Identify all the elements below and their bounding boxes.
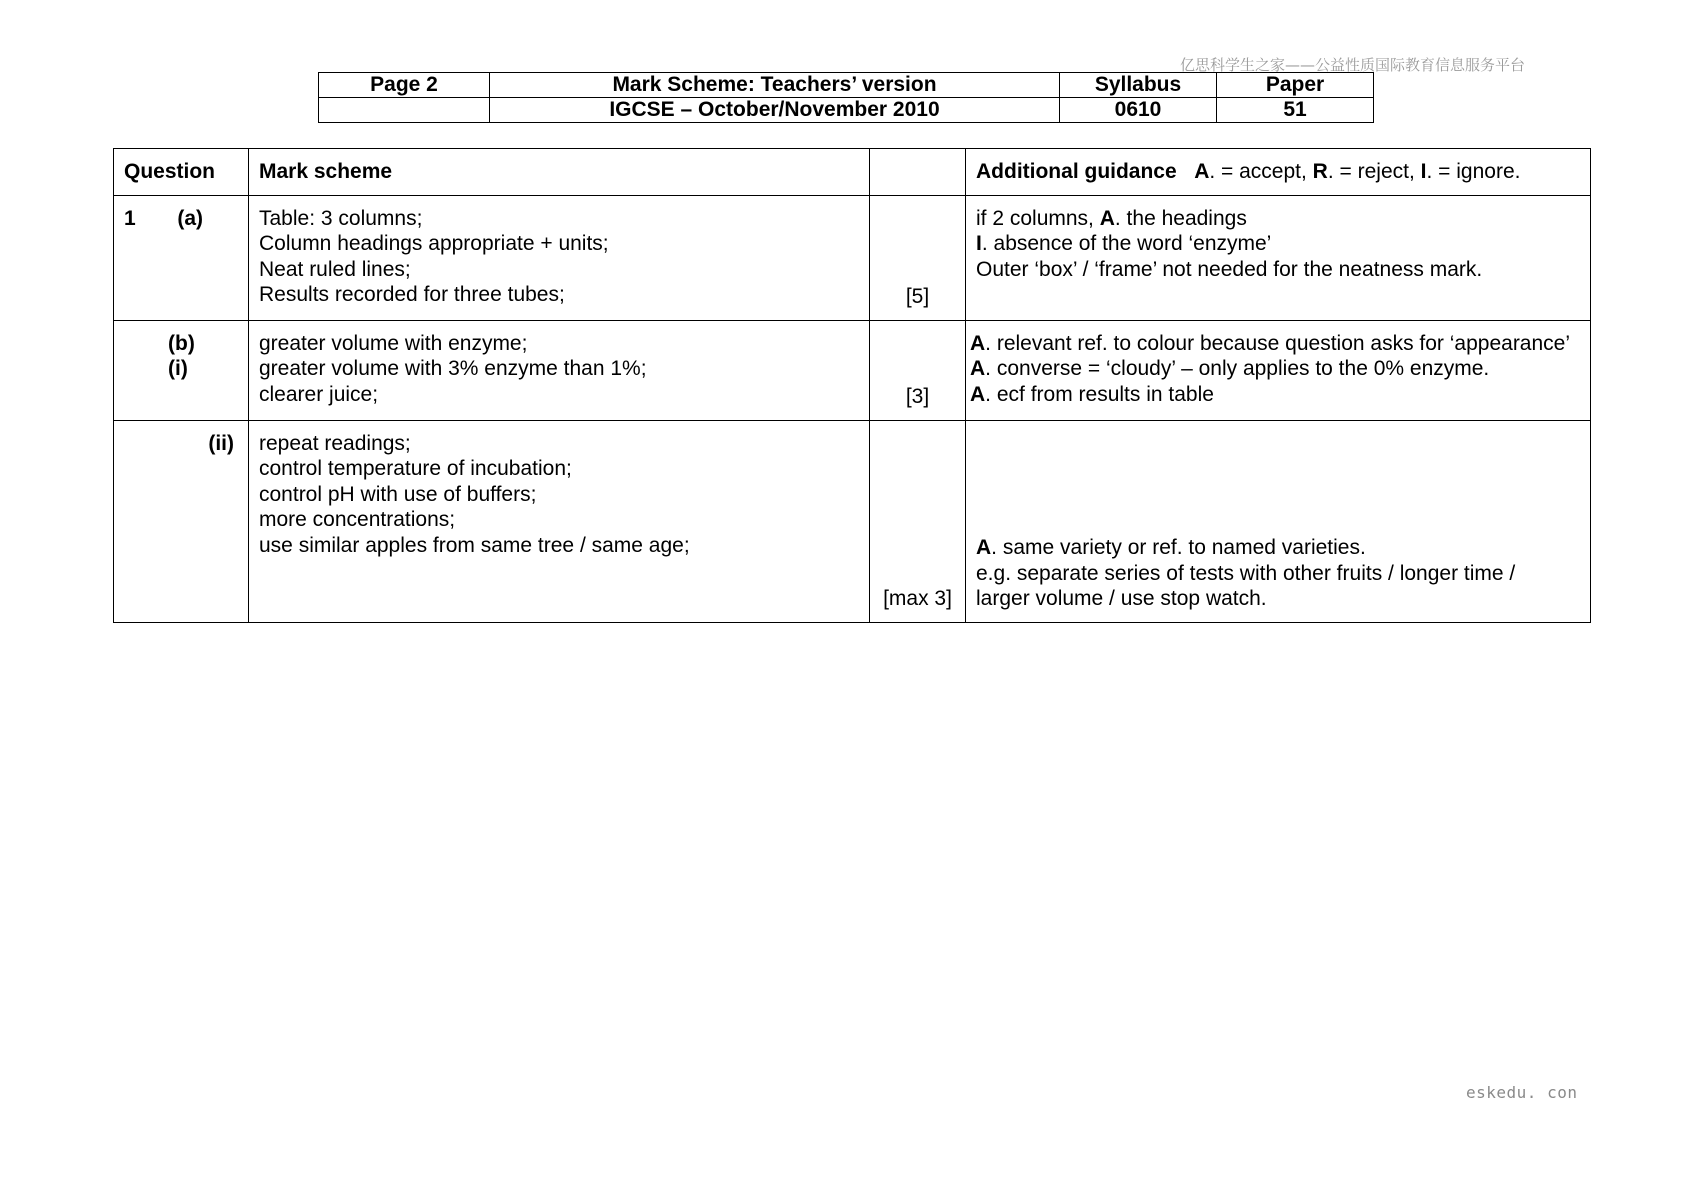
guidance-line: A. converse = ‘cloudy’ – only applies to the 0% enzyme. — [970, 357, 1490, 380]
scheme-line: greater volume with 3% enzyme than 1%; — [259, 357, 647, 380]
key-r: R — [1312, 160, 1328, 183]
marks-cell — [870, 320, 966, 420]
scheme-line: clearer juice; — [259, 382, 379, 406]
header-empty — [319, 98, 490, 123]
guidance-cell — [966, 420, 1591, 622]
col-mark-scheme: Mark scheme — [249, 149, 870, 196]
marks-value: [max 3] — [883, 587, 952, 610]
header-paper-label: Paper — [1217, 73, 1374, 98]
header-syllabus: 0610 — [1060, 98, 1217, 123]
question-subpart: (i) — [168, 357, 188, 380]
question-part: (b) — [168, 331, 195, 355]
marks-cell — [870, 420, 966, 622]
col-question: Question — [114, 149, 249, 196]
guidance-label: Additional guidance — [976, 160, 1177, 183]
scheme-line: Table: 3 columns; — [259, 206, 423, 230]
question-cell — [114, 195, 249, 320]
table-row — [114, 420, 1591, 622]
scheme-line: more concentrations; — [259, 508, 456, 531]
header-exam: IGCSE – October/November 2010 — [490, 98, 1060, 123]
mark-scheme-table — [113, 148, 1591, 623]
question-part: (a) — [177, 206, 204, 230]
guidance-line: I. absence of the word ‘enzyme’ — [976, 232, 1272, 255]
header-page: Page 2 — [319, 73, 490, 98]
scheme-cell — [249, 320, 870, 420]
marks-value: [3] — [905, 385, 930, 408]
scheme-line: greater volume with enzyme; — [259, 331, 528, 355]
scheme-line: use similar apples from same tree / same age; — [259, 533, 690, 557]
key-i-text: . = ignore. — [1426, 160, 1521, 183]
scheme-cell — [249, 420, 870, 622]
scheme-line: control pH with use of buffers; — [259, 482, 537, 506]
guidance-cell — [966, 195, 1591, 320]
scheme-cell — [249, 195, 870, 320]
marks-value: [5] — [905, 285, 930, 308]
guidance-line: A. same variety or ref. to named varieties. — [976, 536, 1366, 559]
question-subpart: (ii) — [208, 431, 234, 455]
guidance-line: if 2 columns, A. the headings — [976, 206, 1247, 230]
column-header-row — [114, 149, 1591, 196]
table-row — [114, 195, 1591, 320]
key-r-text: . = reject, — [1327, 160, 1421, 183]
watermark-top: 亿思科学生之家——公益性质国际教育信息服务平台 — [1180, 56, 1526, 74]
watermark-bottom: eskedu. con — [1466, 1083, 1578, 1102]
key-a: A — [1194, 160, 1210, 183]
header-paper: 51 — [1217, 98, 1374, 123]
key-i: I — [1420, 160, 1427, 183]
col-marks — [870, 149, 966, 196]
col-guidance — [966, 149, 1591, 196]
header-row-1 — [319, 73, 1374, 98]
guidance-line: A. ecf from results in table — [970, 382, 1214, 406]
question-cell — [114, 420, 249, 622]
scheme-line: Neat ruled lines; — [259, 257, 411, 281]
header-row-2 — [319, 98, 1374, 123]
table-row — [114, 320, 1591, 420]
question-number: 1 — [124, 206, 136, 230]
scheme-line: Results recorded for three tubes; — [259, 283, 565, 306]
scheme-line: Column headings appropriate + units; — [259, 232, 609, 255]
marks-cell — [870, 195, 966, 320]
guidance-line: larger volume / use stop watch. — [976, 587, 1267, 610]
scheme-line: repeat readings; — [259, 431, 411, 455]
scheme-line: control temperature of incubation; — [259, 457, 572, 480]
guidance-cell — [966, 320, 1591, 420]
header-table — [318, 72, 1374, 123]
question-cell — [114, 320, 249, 420]
guidance-line: Outer ‘box’ / ‘frame’ not needed for the neatness mark. — [976, 257, 1483, 281]
key-a-text: . = accept, — [1209, 160, 1313, 183]
header-title: Mark Scheme: Teachers’ version — [490, 73, 1060, 98]
guidance-line: A. relevant ref. to colour because question asks for ‘appearance’ — [970, 331, 1571, 355]
header-syllabus-label: Syllabus — [1060, 73, 1217, 98]
guidance-line: e.g. separate series of tests with other fruits / longer time / — [976, 561, 1516, 585]
